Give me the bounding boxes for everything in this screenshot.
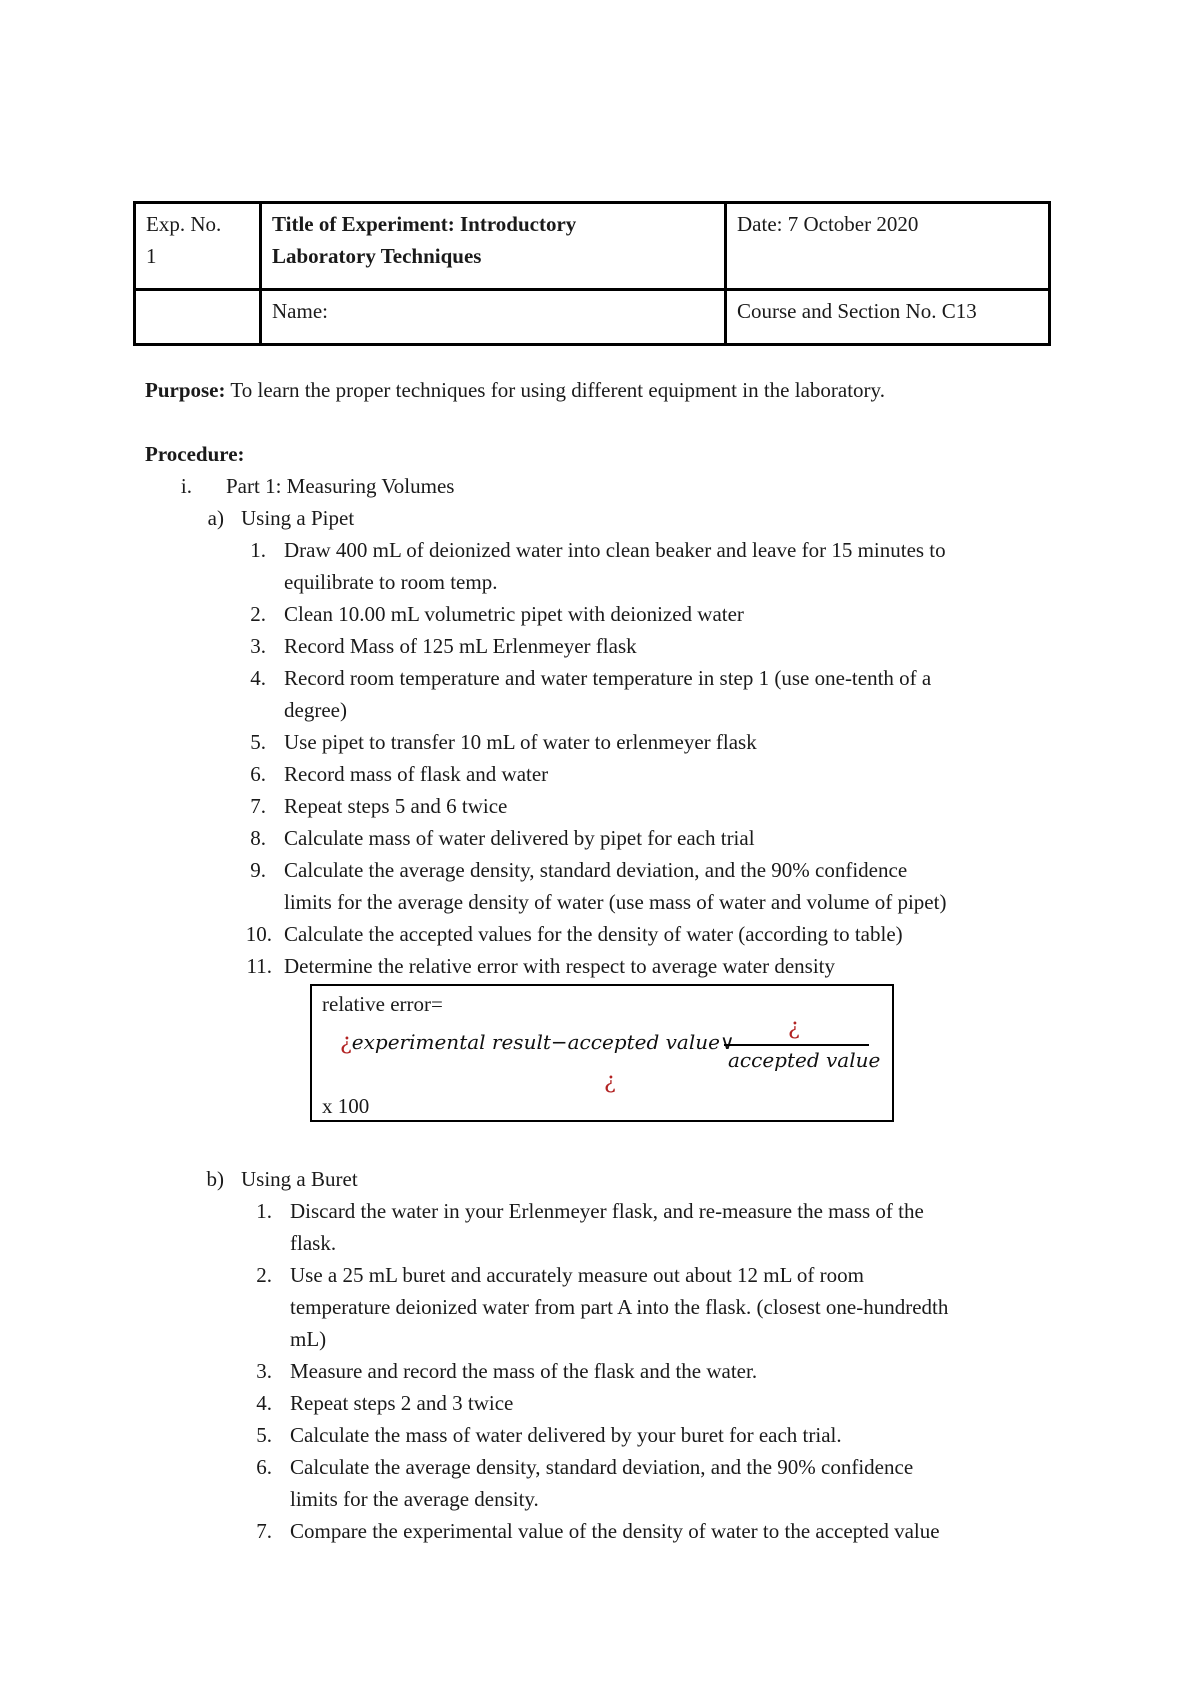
step-text-cont: limits for the average density of water (use mass of water and volume of pipet) bbox=[284, 890, 947, 914]
step-number: 9. bbox=[250, 858, 266, 882]
step-text-cont: degree) bbox=[284, 698, 347, 722]
step-text-cont: mL) bbox=[290, 1327, 327, 1351]
step-number: 1. bbox=[250, 538, 266, 562]
step-number: 5. bbox=[250, 730, 266, 754]
step-number: 7. bbox=[250, 794, 266, 818]
step-number: 11. bbox=[246, 954, 272, 978]
title-cell bbox=[261, 203, 726, 290]
step-number: 2. bbox=[250, 602, 266, 626]
part1-marker: i. bbox=[180, 474, 192, 498]
exp-no-cell bbox=[135, 203, 261, 290]
step-text: Draw 400 mL of deionized water into clean beaker and leave for 15 minutes to bbox=[284, 538, 946, 562]
step-number: 3. bbox=[250, 634, 266, 658]
step-text: Repeat steps 2 and 3 twice bbox=[290, 1391, 514, 1415]
step-text: Record Mass of 125 mL Erlenmeyer flask bbox=[284, 634, 637, 658]
date-text: Date: 7 October 2020 bbox=[737, 212, 919, 236]
step-number: 2. bbox=[256, 1263, 272, 1287]
step-text: Use pipet to transfer 10 mL of water to erlenmeyer flask bbox=[284, 730, 757, 754]
section-b-marker: b) bbox=[206, 1167, 224, 1191]
step-number: 4. bbox=[256, 1391, 272, 1415]
procedure-heading: Procedure: bbox=[145, 442, 245, 466]
step-text: Discard the water in your Erlenmeyer flask, and re-measure the mass of the bbox=[290, 1199, 924, 1223]
invalid-glyph: ¿ bbox=[340, 1030, 352, 1055]
section-a-title: Using a Pipet bbox=[241, 506, 355, 530]
name-label: Name: bbox=[272, 299, 328, 323]
step-text-cont: equilibrate to room temp. bbox=[284, 570, 498, 594]
step-number: 6. bbox=[256, 1455, 272, 1479]
step-text: Calculate the mass of water delivered by your buret for each trial. bbox=[290, 1423, 842, 1447]
exp-no-label: Exp. No. bbox=[146, 212, 222, 236]
exp-no-value: 1 bbox=[146, 244, 157, 268]
part1-title: Part 1: Measuring Volumes bbox=[226, 474, 455, 498]
step-text-cont: flask. bbox=[290, 1231, 337, 1255]
step-text: Clean 10.00 mL volumetric pipet with deionized water bbox=[284, 602, 744, 626]
purpose-paragraph bbox=[145, 374, 885, 406]
step-text: Calculate the accepted values for the density of water (according to table) bbox=[284, 922, 903, 946]
step-number: 1. bbox=[256, 1199, 272, 1223]
step-text: Determine the relative error with respect to average water density bbox=[284, 954, 835, 978]
date-cell bbox=[726, 203, 1050, 290]
name-cell bbox=[261, 290, 726, 345]
step-text: Repeat steps 5 and 6 twice bbox=[284, 794, 508, 818]
step-number: 5. bbox=[256, 1423, 272, 1447]
title-line-2: Laboratory Techniques bbox=[272, 244, 482, 268]
title-line-1: Title of Experiment: Introductory bbox=[272, 212, 577, 236]
relative-error-formula-box bbox=[310, 984, 894, 1122]
section-a-marker: a) bbox=[207, 506, 224, 530]
step-text: Compare the experimental value of the density of water to the accepted value bbox=[290, 1519, 940, 1543]
step-number: 3. bbox=[256, 1359, 272, 1383]
formula-label: relative error= bbox=[322, 992, 443, 1016]
step-text: Record room temperature and water temperature in step 1 (use one-tenth of a bbox=[284, 666, 932, 690]
section-b-title: Using a Buret bbox=[241, 1167, 358, 1191]
step-number: 10. bbox=[245, 922, 272, 946]
step-text-cont: temperature deionized water from part A into the flask. (closest one-hundredth bbox=[290, 1295, 949, 1319]
step-number: 6. bbox=[250, 762, 266, 786]
course-cell bbox=[726, 290, 1050, 345]
purpose-label: Purpose: bbox=[145, 378, 226, 402]
empty-cell bbox=[135, 290, 261, 345]
experiment-header-table bbox=[133, 201, 1051, 346]
formula-denominator: accepted value bbox=[728, 1048, 881, 1072]
invalid-glyph: ¿ bbox=[788, 1015, 800, 1040]
step-text: Record mass of flask and water bbox=[284, 762, 549, 786]
formula-numerator: experimental result−accepted value∨ bbox=[351, 1030, 735, 1054]
step-text: Use a 25 mL buret and accurately measure out about 12 mL of room bbox=[290, 1263, 865, 1287]
invalid-glyph: ¿ bbox=[604, 1069, 616, 1094]
step-number: 8. bbox=[250, 826, 266, 850]
step-number: 4. bbox=[250, 666, 266, 690]
step-text: Calculate the average density, standard deviation, and the 90% confidence bbox=[290, 1455, 914, 1479]
course-text: Course and Section No. C13 bbox=[737, 299, 977, 323]
step-text: Calculate the average density, standard deviation, and the 90% confidence bbox=[284, 858, 908, 882]
purpose-text: To learn the proper techniques for using different equipment in the laboratory. bbox=[225, 378, 885, 402]
step-number: 7. bbox=[256, 1519, 272, 1543]
formula-numerator-row bbox=[340, 1028, 735, 1057]
step-text-cont: limits for the average density. bbox=[290, 1487, 539, 1511]
step-text: Measure and record the mass of the flask and the water. bbox=[290, 1359, 758, 1383]
step-text: Calculate mass of water delivered by pipet for each trial bbox=[284, 826, 755, 850]
formula-times: x 100 bbox=[322, 1094, 370, 1118]
